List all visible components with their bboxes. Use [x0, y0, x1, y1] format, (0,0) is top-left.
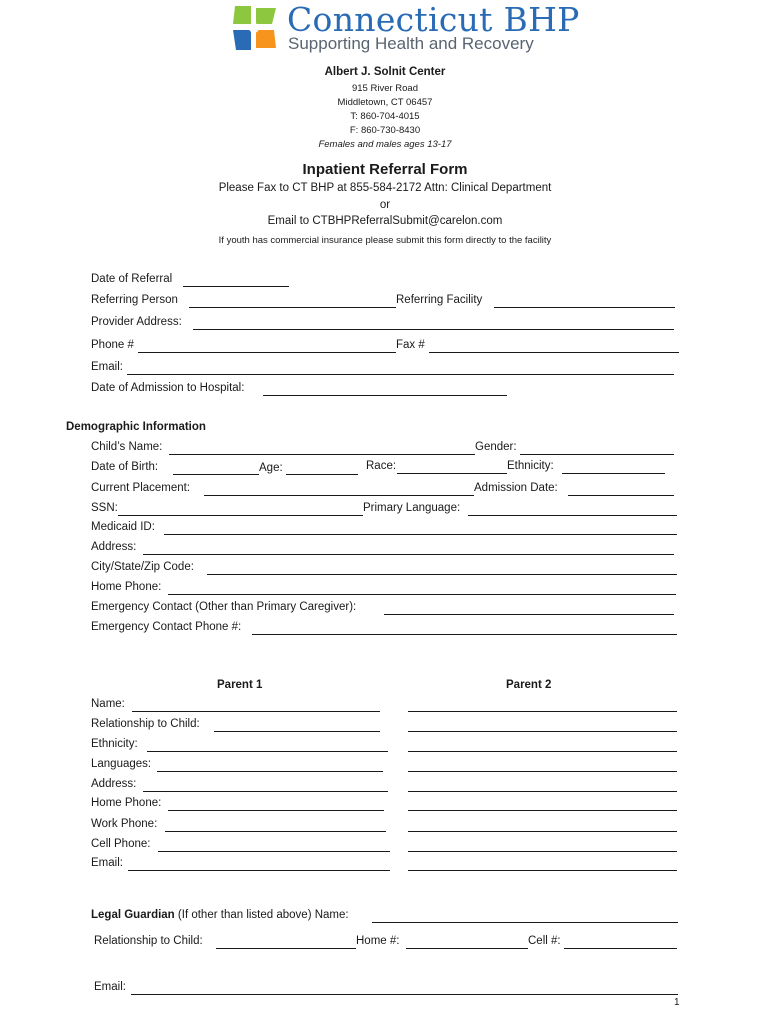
- home-phone-field[interactable]: [168, 594, 676, 595]
- parent1-languages-field[interactable]: [157, 771, 383, 772]
- age-label: Age:: [259, 462, 283, 474]
- ssn-field[interactable]: [118, 515, 363, 516]
- address-field[interactable]: [143, 554, 674, 555]
- admission-date-hospital-field[interactable]: [263, 395, 507, 396]
- guardian-relationship-label: Relationship to Child:: [94, 935, 203, 947]
- logo-mark: [230, 4, 278, 52]
- parent1-home-phone-field[interactable]: [168, 810, 384, 811]
- emergency-phone-label: Emergency Contact Phone #:: [91, 621, 242, 633]
- parent-languages-label: Languages:: [91, 758, 152, 770]
- parent-ethnicity-label: Ethnicity:: [91, 738, 138, 750]
- parent-cell-phone-label: Cell Phone:: [91, 838, 151, 850]
- facility-fax: F: 860-730-8430: [349, 125, 421, 136]
- guardian-email-label: Email:: [94, 981, 126, 993]
- childs-name-label: Child’s Name:: [91, 441, 163, 453]
- parent2-email-field[interactable]: [408, 870, 677, 871]
- parent-relationship-label: Relationship to Child:: [91, 718, 200, 730]
- current-placement-label: Current Placement:: [91, 482, 191, 494]
- parent-name-label: Name:: [91, 698, 125, 710]
- parent-address-label: Address:: [91, 778, 137, 790]
- medicaid-id-label: Medicaid ID:: [91, 521, 155, 533]
- legal-guardian-heading: Legal Guardian: [91, 909, 175, 921]
- parent1-cell-phone-field[interactable]: [158, 851, 390, 852]
- facility-phone: T: 860-704-4015: [350, 111, 420, 122]
- parent1-work-phone-field[interactable]: [165, 831, 386, 832]
- parent2-address-field[interactable]: [408, 791, 677, 792]
- emergency-phone-field[interactable]: [252, 634, 677, 635]
- legal-guardian-note: (If other than listed above) Name:: [177, 909, 349, 921]
- parent2-work-phone-field[interactable]: [408, 831, 677, 832]
- provider-address-field[interactable]: [193, 329, 674, 330]
- home-phone-label: Home Phone:: [91, 581, 162, 593]
- parent1-ethnicity-field[interactable]: [147, 751, 388, 752]
- parent-work-phone-label: Work Phone:: [91, 818, 158, 830]
- gender-field[interactable]: [520, 454, 674, 455]
- gender-label: Gender:: [475, 441, 517, 453]
- referring-person-field[interactable]: [189, 307, 396, 308]
- parent2-ethnicity-field[interactable]: [408, 751, 677, 752]
- referring-person-label: Referring Person: [91, 294, 178, 306]
- facility-ages: Females and males ages 13-17: [318, 139, 452, 150]
- parent2-languages-field[interactable]: [408, 771, 677, 772]
- emergency-contact-field[interactable]: [384, 614, 674, 615]
- demographic-heading: Demographic Information: [66, 421, 206, 433]
- guardian-email-field[interactable]: [131, 994, 678, 995]
- date-of-referral-field[interactable]: [183, 286, 289, 287]
- parent1-address-field[interactable]: [143, 791, 388, 792]
- legal-guardian-label: [91, 909, 349, 921]
- logo-subtitle: Supporting Health and Recovery: [288, 34, 534, 53]
- address-label: Address:: [91, 541, 137, 553]
- parent1-name-field[interactable]: [132, 711, 380, 712]
- parent2-name-field[interactable]: [408, 711, 677, 712]
- parent2-cell-phone-field[interactable]: [408, 851, 677, 852]
- referring-facility-field[interactable]: [494, 307, 675, 308]
- age-field[interactable]: [286, 474, 358, 475]
- parent1-heading: Parent 1: [217, 679, 263, 691]
- fax-label: Fax #: [396, 339, 425, 351]
- logo-title: Connecticut BHP: [287, 0, 580, 39]
- ethnicity-field[interactable]: [562, 473, 665, 474]
- ethnicity-label: Ethnicity:: [507, 460, 554, 472]
- logo-blue-leaf: [233, 30, 251, 50]
- email-label: Email:: [91, 361, 123, 373]
- city-state-zip-field[interactable]: [207, 574, 677, 575]
- logo-green-leaf-2: [256, 8, 276, 24]
- form-title: Inpatient Referral Form: [302, 161, 468, 178]
- admission-date-field[interactable]: [568, 495, 674, 496]
- childs-name-field[interactable]: [169, 454, 475, 455]
- phone-label: Phone #: [91, 339, 134, 351]
- primary-language-field[interactable]: [468, 515, 677, 516]
- logo-orange-leaf: [256, 30, 276, 48]
- or-text: or: [379, 199, 391, 211]
- legal-guardian-name-field[interactable]: [372, 922, 678, 923]
- medicaid-id-field[interactable]: [164, 534, 677, 535]
- primary-language-label: Primary Language:: [363, 502, 461, 514]
- dob-field[interactable]: [173, 474, 259, 475]
- facility-name: Albert J. Solnit Center: [324, 66, 446, 78]
- parent2-relationship-field[interactable]: [408, 731, 677, 732]
- guardian-home-label: Home #:: [356, 935, 400, 947]
- guardian-relationship-field[interactable]: [216, 948, 356, 949]
- facility-street: 915 River Road: [351, 83, 418, 94]
- parent2-home-phone-field[interactable]: [408, 810, 677, 811]
- provider-address-label: Provider Address:: [91, 316, 182, 328]
- guardian-cell-label: Cell #:: [528, 935, 561, 947]
- parent2-heading: Parent 2: [506, 679, 552, 691]
- race-field[interactable]: [397, 473, 507, 474]
- parent-email-label: Email:: [91, 857, 123, 869]
- parent-home-phone-label: Home Phone:: [91, 797, 162, 809]
- parent1-email-field[interactable]: [128, 870, 390, 871]
- admission-date-hospital-label: Date of Admission to Hospital:: [91, 382, 245, 394]
- commercial-note: If youth has commercial insurance please submit this form directly to the facility: [218, 235, 552, 246]
- page-number: 1: [674, 997, 680, 1008]
- city-state-zip-label: City/State/Zip Code:: [91, 561, 194, 573]
- race-label: Race:: [366, 460, 397, 472]
- parent1-relationship-field[interactable]: [214, 731, 380, 732]
- guardian-home-field[interactable]: [406, 948, 528, 949]
- current-placement-field[interactable]: [204, 495, 474, 496]
- emergency-contact-label: Emergency Contact (Other than Primary Caregiver):: [91, 601, 357, 613]
- referring-facility-label: Referring Facility: [396, 294, 483, 306]
- facility-city: Middletown, CT 06457: [337, 97, 433, 108]
- fax-instruction: Please Fax to CT BHP at 855-584-2172 Attn: Clinical Department: [218, 182, 552, 194]
- ssn-label: SSN:: [91, 502, 118, 514]
- phone-field[interactable]: [138, 352, 396, 353]
- email-instruction: Email to CTBHPReferralSubmit@carelon.com: [267, 215, 503, 227]
- email-field[interactable]: [127, 374, 674, 375]
- logo-green-leaf: [233, 6, 251, 24]
- fax-field[interactable]: [429, 352, 679, 353]
- guardian-cell-field[interactable]: [564, 948, 677, 949]
- dob-label: Date of Birth:: [91, 461, 159, 473]
- date-of-referral-label: Date of Referral: [91, 273, 173, 285]
- admission-date-label: Admission Date:: [474, 482, 558, 494]
